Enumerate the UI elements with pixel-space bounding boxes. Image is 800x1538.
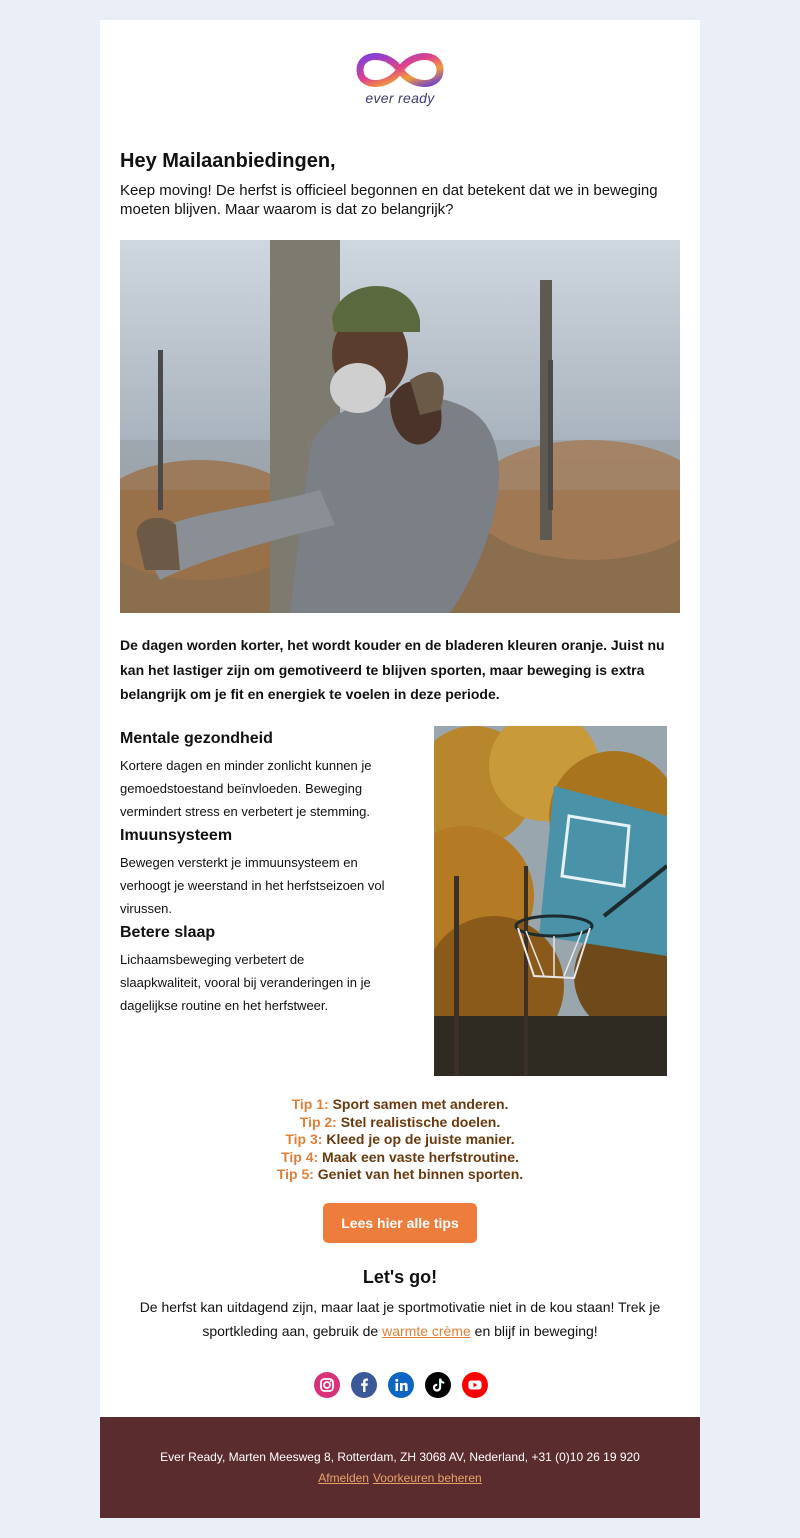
tips-list — [120, 1096, 680, 1184]
intro-text: Keep moving! De herfst is officieel begonnen en dat betekent dat we in beweging moeten blijven. Maar waarom is dat zo belangrijk? — [120, 182, 658, 218]
facebook-icon[interactable] — [351, 1372, 377, 1398]
tip-item: Tip 1: Sport samen met anderen. — [291, 1096, 509, 1112]
linkedin-icon[interactable] — [388, 1372, 414, 1398]
warmte-creme-link[interactable]: warmte crème — [382, 1323, 471, 1339]
youtube-icon[interactable] — [462, 1372, 488, 1398]
company-address: Ever Ready, Marten Meesweg 8, Rotterdam, ZH 3068 AV, Nederland, +31 (0)10 26 19 920 — [160, 1450, 640, 1464]
closing-text: De herfst kan uitdagend zijn, maar laat je sportmotivatie niet in de kou staan! Trek je sportkleding aan, gebruik de warmte crème en blijf in beweging! — [139, 1299, 661, 1339]
greeting-heading: Hey Mailaanbiedingen, — [120, 150, 336, 172]
footer-links — [100, 1471, 700, 1485]
brand-name: ever ready — [365, 90, 435, 106]
tip-item: Tip 5: Geniet van het binnen sporten. — [276, 1166, 524, 1182]
closing-title: Let's go! — [362, 1267, 438, 1287]
email-footer — [100, 1417, 700, 1518]
hero-photo — [120, 240, 680, 613]
basketball-hoop-image[interactable] — [434, 726, 667, 1076]
benefit-text: Kortere dagen en minder zonlicht kunnen je gemoedstoestand beïnvloeden. Beweging vermindert stress en verbetert je stemming. — [120, 758, 372, 819]
lead-paragraph: De dagen worden korter, het wordt kouder en de bladeren kleuren oranje. Juist nu kan het lastiger zijn om gemotiveerd te blijven sporten, maar beweging is extra belangrijk om je fit en energiek te voelen in deze periode. — [120, 637, 665, 702]
email-card — [100, 20, 700, 1417]
benefit-item-immune — [120, 825, 385, 920]
hero-image-man-stretching[interactable] — [120, 240, 680, 613]
benefits-list — [120, 728, 385, 1019]
tip-item: Tip 4: Maak een vaste herfstroutine. — [281, 1148, 519, 1165]
tiktok-icon[interactable] — [425, 1372, 451, 1398]
manage-preferences-link[interactable]: Voorkeuren beheren — [372, 1471, 482, 1485]
social-icons — [312, 1372, 488, 1398]
basketball-photo — [434, 726, 667, 1076]
infinity-logo-icon — [350, 48, 450, 92]
benefit-text: Bewegen versterkt je immuunsysteem en verhoogt je weerstand in het herfstseizoen vol virussen. — [120, 855, 385, 916]
brand-logo[interactable] — [350, 48, 450, 110]
benefit-item-sleep — [120, 922, 385, 1017]
benefit-item-mental — [120, 728, 385, 823]
benefit-title: Betere slaap — [120, 924, 216, 941]
unsubscribe-link[interactable]: Afmelden — [318, 1471, 369, 1485]
benefit-title: Mentale gezondheid — [120, 730, 273, 747]
benefit-title: Imuunsysteem — [120, 827, 233, 844]
tip-item: Tip 3: Kleed je op de juiste manier. — [285, 1131, 515, 1147]
tip-item: Tip 2: Stel realistische doelen. — [299, 1113, 501, 1130]
read-all-tips-button[interactable]: Lees hier alle tips — [323, 1203, 477, 1243]
instagram-icon[interactable] — [314, 1372, 340, 1398]
benefit-text: Lichaamsbeweging verbetert de slaapkwaliteit, vooral bij veranderingen in je dagelijkse routine en het herfstweer. — [120, 952, 371, 1013]
